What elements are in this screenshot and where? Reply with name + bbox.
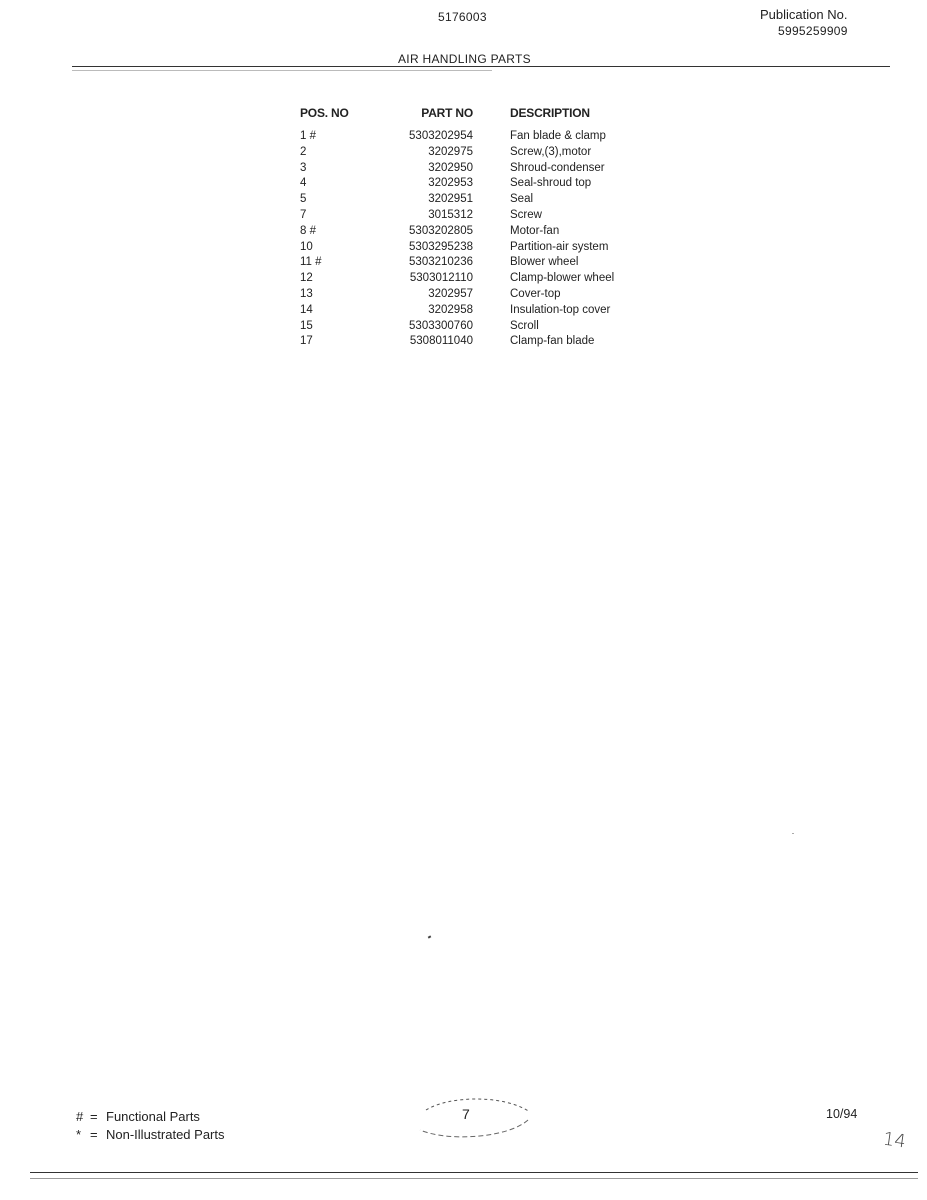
- description-cell: Clamp-blower wheel: [510, 272, 615, 285]
- non-illustrated-symbol: *: [76, 1127, 82, 1142]
- pos-cell: 5: [300, 193, 307, 206]
- non-illustrated-label: Non-Illustrated Parts: [106, 1127, 225, 1142]
- table-row: [300, 287, 650, 303]
- footer-rule-shadow: [30, 1178, 918, 1179]
- functional-label: Functional Parts: [106, 1109, 200, 1124]
- description-cell: Fan blade & clamp: [510, 130, 606, 142]
- table-row: [300, 161, 650, 177]
- part-number-cell: 5303012110: [409, 272, 473, 285]
- table-row: [300, 319, 650, 335]
- pos-cell: 2: [300, 145, 307, 158]
- header-rule: [72, 66, 890, 67]
- description-cell: Partition-air system: [510, 240, 609, 253]
- pos-cell: 4: [300, 177, 307, 190]
- table-row: [300, 176, 650, 192]
- part-number-cell: 5308011040: [409, 335, 473, 348]
- table-header-row: [300, 106, 650, 129]
- table-row: [300, 271, 650, 287]
- column-header-pos: POS. NO: [300, 106, 349, 120]
- pos-cell: 14: [300, 303, 313, 316]
- description-cell: Screw: [510, 208, 542, 221]
- model-number: 5176003: [438, 10, 487, 24]
- part-number-cell: 5303202954: [409, 130, 473, 142]
- part-number-cell: 3202953: [428, 177, 473, 190]
- section-title: AIR HANDLING PARTS: [398, 52, 531, 66]
- legend-equals: =: [90, 1127, 98, 1142]
- scan-speck: [792, 833, 794, 834]
- date-code: 10/94: [826, 1107, 858, 1121]
- pos-cell: 1 #: [300, 130, 316, 142]
- pos-cell: 3: [300, 161, 307, 174]
- parts-table-body: [300, 129, 650, 350]
- table-row: [300, 334, 650, 350]
- description-cell: Motor-fan: [510, 224, 560, 237]
- page-number: 7: [462, 1106, 470, 1122]
- parts-table: [300, 106, 650, 350]
- pos-cell: 8 #: [300, 224, 316, 237]
- part-number-cell: 5303295238: [409, 240, 473, 253]
- functional-symbol: #: [76, 1109, 84, 1124]
- pos-cell: 10: [300, 240, 313, 253]
- column-header-part: PART NO: [421, 106, 473, 120]
- legend-equals: =: [90, 1109, 98, 1124]
- description-cell: Clamp-fan blade: [510, 335, 595, 348]
- part-number-cell: 5303300760: [409, 319, 473, 332]
- table-row: [300, 224, 650, 240]
- column-header-description: DESCRIPTION: [510, 106, 590, 120]
- description-cell: Blower wheel: [510, 256, 579, 269]
- legend-functional: [76, 1109, 200, 1124]
- footer-rule: [30, 1172, 918, 1173]
- table-row: [300, 240, 650, 256]
- table-row: [300, 129, 650, 145]
- header-rule-shadow: [72, 70, 492, 71]
- pos-cell: 15: [300, 319, 313, 332]
- description-cell: Cover-top: [510, 287, 561, 300]
- description-cell: Shroud-condenser: [510, 161, 605, 174]
- scan-speck: [428, 935, 432, 938]
- legend-non-illustrated: [76, 1127, 225, 1142]
- part-number-cell: 3015312: [428, 208, 473, 221]
- page-number-circle: [408, 1092, 538, 1144]
- pos-cell: 17: [300, 335, 313, 348]
- table-row: [300, 192, 650, 208]
- part-number-cell: 3202958: [428, 303, 473, 316]
- part-number-cell: 5303210236: [409, 256, 473, 269]
- part-number-cell: 5303202805: [409, 224, 473, 237]
- pos-cell: 11 #: [300, 256, 322, 269]
- part-number-cell: 3202950: [428, 161, 473, 174]
- description-cell: Screw,(3),motor: [510, 145, 592, 158]
- table-row: [300, 303, 650, 319]
- publication-number: 5995259909: [778, 24, 848, 38]
- pos-cell: 13: [300, 287, 313, 300]
- part-number-cell: 3202951: [428, 193, 473, 206]
- table-row: [300, 145, 650, 161]
- part-number-cell: 3202975: [428, 145, 473, 158]
- table-row: [300, 255, 650, 271]
- description-cell: Scroll: [510, 319, 539, 332]
- handwritten-note: 14: [881, 1128, 908, 1153]
- description-cell: Seal: [510, 193, 534, 206]
- description-cell: Seal-shroud top: [510, 177, 592, 190]
- table-row: [300, 208, 650, 224]
- publication-label: Publication No.: [760, 7, 848, 22]
- part-number-cell: 3202957: [428, 287, 473, 300]
- pos-cell: 12: [300, 272, 313, 285]
- pos-cell: 7: [300, 208, 307, 221]
- description-cell: Insulation-top cover: [510, 303, 611, 316]
